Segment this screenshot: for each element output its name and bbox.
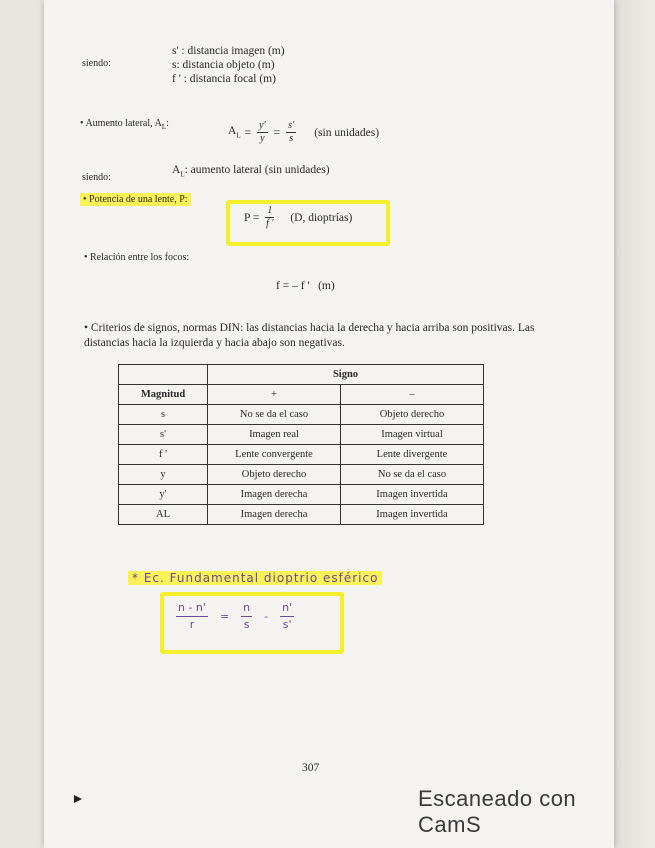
table-header-row: [119, 385, 484, 405]
table-cell: Imagen virtual: [341, 425, 484, 445]
table-cell: Imagen real: [208, 425, 341, 445]
potencia-formula: P = $\frac{1}{f '}$ (D, dioptrías): [244, 205, 353, 229]
table-row: [119, 465, 484, 485]
criterios-paragraph: [84, 321, 584, 351]
fraction: $\frac{1}{f '}$: [266, 205, 274, 229]
fraction: $\frac{s'}{s}$: [288, 120, 295, 144]
definition-line: s' : distancia imagen (m): [172, 45, 285, 57]
potencia-heading: • Potencia de una lente, P:: [80, 193, 191, 206]
table-row: [119, 405, 484, 425]
table-header-signo: Signo: [208, 365, 484, 385]
focos-formula: f = – f ' (m): [276, 280, 335, 292]
table-cell: Imagen derecha: [208, 485, 341, 505]
table-header-cell: +: [208, 385, 341, 405]
aumento-formula: $A_L$ = $\frac{y'}{y}$ = $\frac{s'}{s}$ (sin unidades): [228, 120, 380, 144]
table-cell: f ': [119, 445, 208, 465]
table-cell: No se da el caso: [341, 465, 484, 485]
fraction: $\frac{n'}{s'}$: [282, 601, 293, 631]
table-cell: No se da el caso: [208, 405, 341, 425]
page-number: 307: [302, 762, 320, 774]
table-cell: y: [119, 465, 208, 485]
table-cell: s: [119, 405, 208, 425]
table-row: [119, 485, 484, 505]
definition-line: s: distancia objeto (m): [172, 59, 275, 71]
siendo-label-2: siendo:: [82, 172, 111, 183]
table-cell: Imagen invertida: [341, 505, 484, 525]
table-cell: y': [119, 485, 208, 505]
table-cell: Imagen derecha: [208, 505, 341, 525]
fraction: $\frac{n}{s}$: [243, 601, 251, 631]
table-cell: [119, 365, 208, 385]
table-cell: Imagen invertida: [341, 485, 484, 505]
table-cell: Objeto derecho: [208, 465, 341, 485]
fraction: $\frac{n - n'}{r}$: [178, 601, 206, 631]
sign-table: [118, 364, 484, 525]
table-cell: AL: [119, 505, 208, 525]
aumento-definition: $A_L$: aumento lateral (sin unidades): [172, 164, 330, 179]
handwritten-formula: $\frac{n - n'}{r}$ = $\frac{n}{s}$ - $\frac{n'}{s'}$: [178, 601, 293, 631]
definitions-list: [172, 44, 285, 86]
table-cell: s': [119, 425, 208, 445]
table-row: [119, 425, 484, 445]
focos-heading: • Relación entre los focos:: [84, 252, 190, 263]
aumento-heading: • Aumento lateral, $A_L$:: [80, 118, 169, 131]
siendo-label-1: siendo:: [82, 58, 111, 69]
criterios-line: • Criterios de signos, normas DIN: las distancias hacia la derecha y hacia arriba son positivas. Las: [84, 322, 535, 334]
handwritten-title: * Ec. Fundamental dioptrio esférico: [128, 571, 382, 585]
scanner-watermark: Escaneado con CamS: [418, 786, 577, 837]
criterios-line: distancias hacia la izquierda y hacia abajo son negativas.: [84, 337, 345, 349]
table-cell: Objeto derecho: [341, 405, 484, 425]
document-page: [44, 0, 614, 848]
definition-line: f ' : distancia focal (m): [172, 73, 276, 85]
corner-marker-icon: [74, 795, 82, 803]
table-cell: Lente divergente: [341, 445, 484, 465]
table-cell: Lente convergente: [208, 445, 341, 465]
table-header-cell: –: [341, 385, 484, 405]
fraction: $\frac{y'}{y}$: [259, 120, 266, 144]
table-row: [119, 505, 484, 525]
table-row: [119, 445, 484, 465]
table-header-cell: Magnitud: [119, 385, 208, 405]
